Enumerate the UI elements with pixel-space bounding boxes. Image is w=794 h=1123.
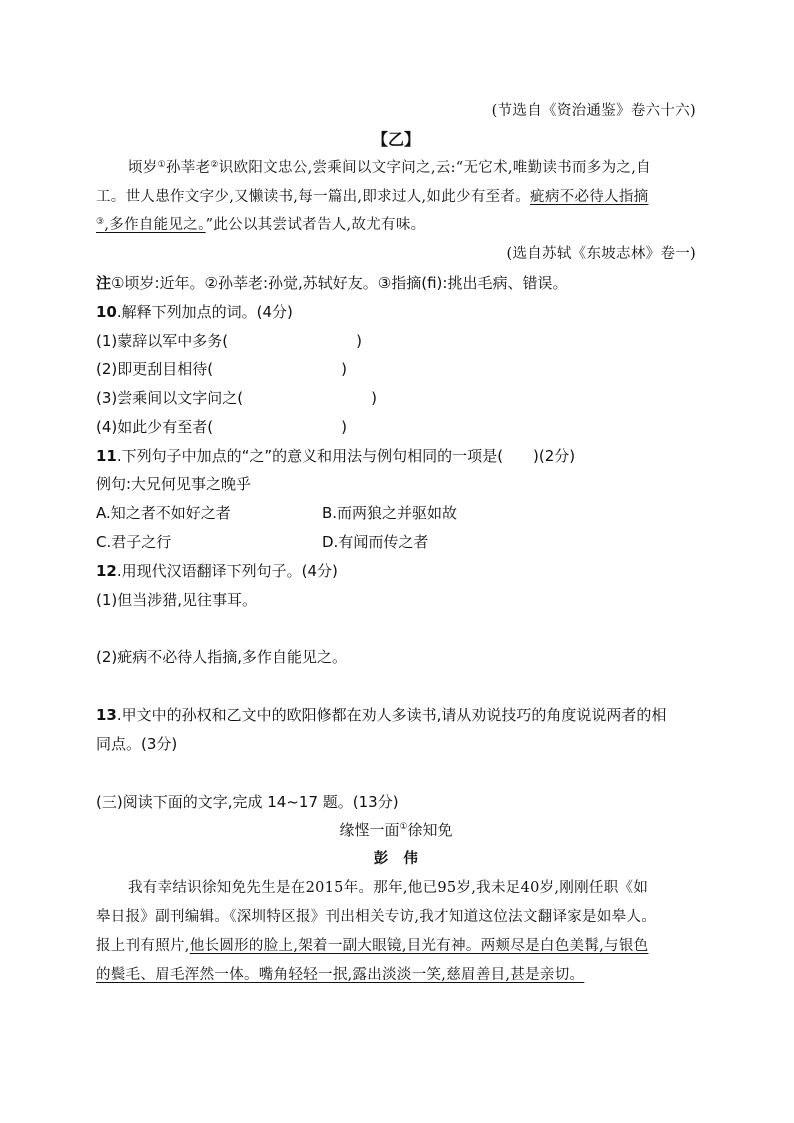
note-label: 注 <box>96 274 112 292</box>
q12-sentence-2: (2)疵病不必待人指摘,多作自能见之。 <box>96 648 348 666</box>
q10-item-2: (2)即更刮目相待( ) <box>96 360 347 378</box>
article-author: 彭 伟 <box>373 850 419 867</box>
title-yi: 【乙】 <box>371 130 420 149</box>
footnote-marker: ② <box>210 160 219 170</box>
q12-stem: 12.用现代汉语翻译下列句子。(4分) <box>96 562 338 580</box>
question-number: 11 <box>96 447 117 465</box>
article-line-1: 我有幸结识徐知免先生是在2015年。那年,他已95岁,我未足40岁,刚刚任职《如 <box>128 880 649 896</box>
note-text: ①顷岁:近年。②孙莘老:孙觉,苏轼好友。③指摘(fi):挑出毛病、错误。 <box>111 274 568 292</box>
yi-text: 识欧阳文忠公,尝乘间以文字问之,云:“无它术,唯勤读书而多为之,自 <box>218 160 651 176</box>
article-underlined-text: 的鬓毛、眉毛浑然一体。嘴角轻轻一抿,露出淡淡一笑,慈眉善目,甚是亲切。 <box>96 967 585 983</box>
question-number: 10 <box>96 303 117 321</box>
q10-item-4: (4)如此少有至者( ) <box>96 418 347 436</box>
article-line-2: 皋日报》副刊编辑。《深圳特区报》刊出相关专访,我才知道这位法文翻译家是如皋人。 <box>96 909 657 925</box>
footnote-marker: ① <box>157 160 166 170</box>
yi-underlined-text: 疵病不必待人指摘 <box>530 189 649 205</box>
q11-example: 例句:大兄何见事之晚乎 <box>96 475 252 493</box>
q11-option-d[interactable]: D.有闻而传之者 <box>322 533 429 551</box>
article-title: 缘悭一面①徐知免 <box>339 821 453 839</box>
footnote-marker: ① <box>399 822 408 832</box>
article-line-4 <box>96 965 584 985</box>
q11-option-b[interactable]: B.而两狼之并驱如故 <box>322 504 458 522</box>
yi-text: 顷岁 <box>128 160 158 176</box>
q11-option-c[interactable]: C.君子之行 <box>96 533 172 551</box>
q13-stem: 13.甲文中的孙权和乙文中的欧阳修都在劝人多读书,请从劝说技巧的角度说说两者的相 <box>96 706 667 724</box>
footnote-marker: ③ <box>96 217 105 227</box>
yi-text: ”此公以其尝试者告人,故尤有味。 <box>205 217 426 233</box>
q10-stem: 10.解释下列加点的词。(4分) <box>96 303 293 321</box>
source-jia: (节选自《资治通鉴》卷六十六) <box>491 103 696 119</box>
yi-line-3 <box>96 215 425 235</box>
question-number: 12 <box>96 562 117 580</box>
yi-line-1 <box>128 158 651 178</box>
q11-option-a[interactable]: A.知之者不如好之者 <box>96 504 231 522</box>
section3-intro: (三)阅读下面的文字,完成 14~17 题。(13分) <box>96 793 399 811</box>
yi-text: 工。世人患作文字少,又懒读书,每一篇出,即求过人,如此少有至者。 <box>96 189 531 205</box>
question-number: 13 <box>96 706 117 724</box>
q10-item-1: (1)蒙辞以军中多务( ) <box>96 332 362 350</box>
q10-item-3: (3)尝乘间以文字问之( ) <box>96 389 377 407</box>
article-underlined-text: 他长圆形的脸上,架着一副大眼镜,目光有神。两颊尽是白色美髯,与银色 <box>189 938 649 954</box>
q13-stem-cont: 同点。(3分) <box>96 735 178 753</box>
source-yi: (选自苏轼《东坡志林》卷一) <box>506 246 696 262</box>
q11-stem: 11.下列句子中加点的“之”的意义和用法与例句相同的一项是( )(2分) <box>96 447 576 465</box>
notes <box>96 273 567 293</box>
q12-sentence-1: (1)但当涉猎,见往事耳。 <box>96 591 258 609</box>
yi-text: 孙莘老 <box>165 160 211 176</box>
yi-underlined-text: ③,多作自能见之。 <box>96 217 206 233</box>
yi-line-2 <box>96 187 648 207</box>
article-line-3: 报上刊有照片,他长圆形的脸上,架着一副大眼镜,目光有神。两颊尽是白色美髯,与银色 <box>96 938 649 954</box>
